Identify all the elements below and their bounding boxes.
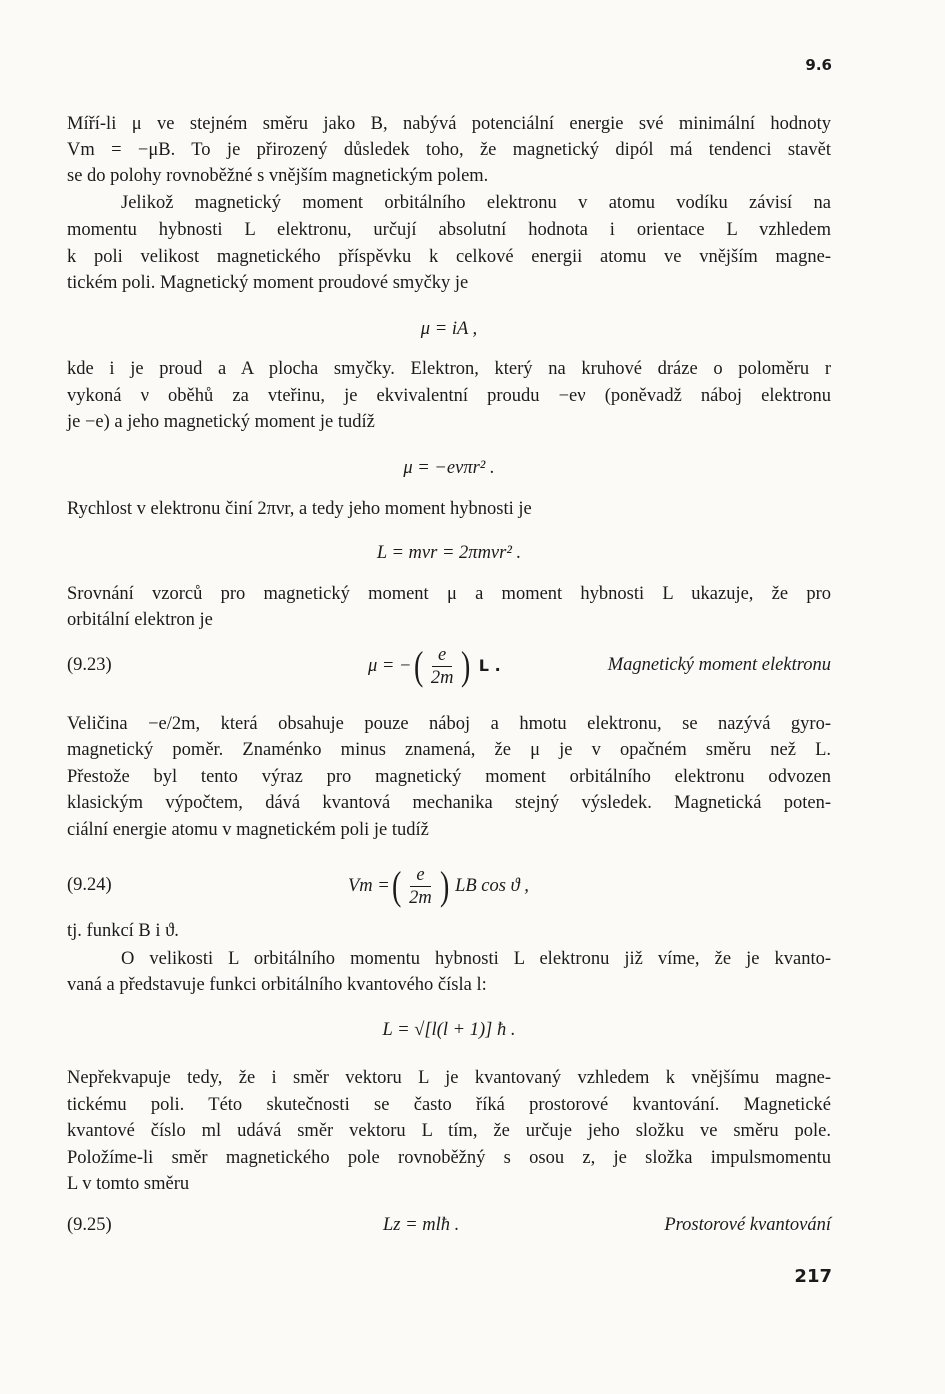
p9-line-5: L v tomto směru (67, 1174, 190, 1194)
p6-line-5: ciální energie atomu v magnetickém poli je tudíž (67, 820, 429, 840)
equation-quantized-l: L = √[l(l + 1)] ħ . (382, 1020, 516, 1040)
p3-line-1: kde i je proud a A plocha smyčky. Elektron, který na kruhové dráze o poloměru r (67, 359, 831, 379)
equation-number-9-24: (9.24) (67, 875, 112, 895)
eq-924-lhs: Vm = (348, 876, 390, 896)
fraction (427, 644, 458, 689)
equation-caption-9-23: Magnetický moment elektronu (607, 655, 831, 675)
p3-line-2: vykoná ν oběhů za vteřinu, je ekvivalentní proudu −eν (poněvadž náboj elektronu (67, 386, 831, 406)
p9-line-3: kvantové číslo ml udává směr vektoru L tím, že určuje jeho složku ve směru pole. (67, 1121, 831, 1141)
fraction-denominator: 2m (409, 887, 432, 908)
eq-925-body: Lz = mlħ . (383, 1215, 460, 1235)
equation-mu-ia: μ = iA , (420, 319, 478, 339)
equation-angular-momentum: L = mvr = 2πmνr² . (376, 543, 522, 563)
eq-923-rhs: L . (478, 656, 501, 675)
p1-line-1: Míří-li μ ve stejném směru jako B, nabývá potenciální energie své minimální hodnoty (67, 114, 831, 134)
equation-number-9-25: (9.25) (67, 1215, 112, 1235)
p6-line-3: Přestože byl tento výraz pro magnetický moment orbitálního elektronu odvozen (67, 767, 831, 787)
p8-line-2: vaná a představuje funkci orbitálního kvantového čísla l: (67, 975, 487, 995)
equation-mu-current: μ = −eνπr² . (403, 458, 495, 478)
p3-line-3: je −e) a jeho magnetický moment je tudíž (67, 412, 375, 432)
p1-line-3: se do polohy rovnoběžné s vnějším magnetickým polem. (67, 166, 489, 186)
left-paren: ( (413, 643, 423, 688)
p7-line: tj. funkcí B i ϑ. (67, 921, 179, 941)
p8-line-1: O velikosti L orbitálního momentu hybnosti L elektronu již víme, že je kvanto- (121, 949, 831, 969)
eq-923-lhs: μ = − (368, 656, 412, 676)
p6-line-1: Veličina −e/2m, která obsahuje pouze náboj a hmotu elektronu, se nazývá gyro- (67, 714, 831, 734)
p9-line-4: Položíme-li směr magnetického pole rovnoběžný s osou z, je složka impulsmomentu (67, 1148, 831, 1168)
equation-caption-9-25: Prostorové kvantování (664, 1215, 831, 1235)
equation-9-25 (383, 1212, 459, 1238)
right-paren: ) (461, 643, 471, 688)
equation-9-23 (368, 640, 501, 692)
p2-line-3: k poli velikost magnetického příspěvku k celkové energii atomu ve vnějším magne- (67, 247, 831, 267)
left-paren: ( (391, 863, 402, 908)
p6-line-2: magnetický poměr. Znaménko minus znamená, že μ je v opačném směru než L. (67, 740, 831, 760)
right-paren: ) (439, 863, 450, 908)
fraction (405, 864, 436, 909)
p2-line-1: Jelikož magnetický moment orbitálního elektronu v atomu vodíku závisí na (121, 193, 831, 213)
p9-line-2: tickému poli. Této skutečnosti se často říká prostorové kvantování. Magnetické (67, 1095, 831, 1115)
p2-line-4: tickém poli. Magnetický moment proudové smyčky je (67, 273, 469, 293)
eq-924-rhs: LB cos ϑ , (455, 876, 529, 896)
p9-line-1: Nepřekvapuje tedy, že i směr vektoru L je kvantovaný vzhledem k vnějšímu magne- (67, 1068, 831, 1088)
equation-number-9-23: (9.23) (67, 655, 112, 675)
fraction-numerator: e (410, 864, 430, 887)
p4-line: Rychlost v elektronu činí 2πνr, a tedy jeho moment hybnosti je (67, 499, 532, 519)
p5-line-1: Srovnání vzorců pro magnetický moment μ a moment hybnosti L ukazuje, že pro (67, 584, 831, 604)
page-number: 217 (794, 1266, 832, 1287)
section-number: 9.6 (805, 56, 832, 74)
p2-line-2: momentu hybnosti L elektronu, určují absolutní hodnota i orientace L vzhledem (67, 220, 831, 240)
p5-line-2: orbitální elektron je (67, 610, 213, 630)
p1-line-2: Vm = −μB. To je přirozený důsledek toho, že magnetický dipól má tendenci stavět (67, 140, 831, 160)
p6-line-4: klasickým výpočtem, dává kvantová mechanika stejný výsledek. Magnetická poten- (67, 793, 831, 813)
fraction-numerator: e (432, 644, 452, 667)
fraction-denominator: 2m (430, 667, 454, 688)
equation-9-24 (348, 860, 529, 912)
